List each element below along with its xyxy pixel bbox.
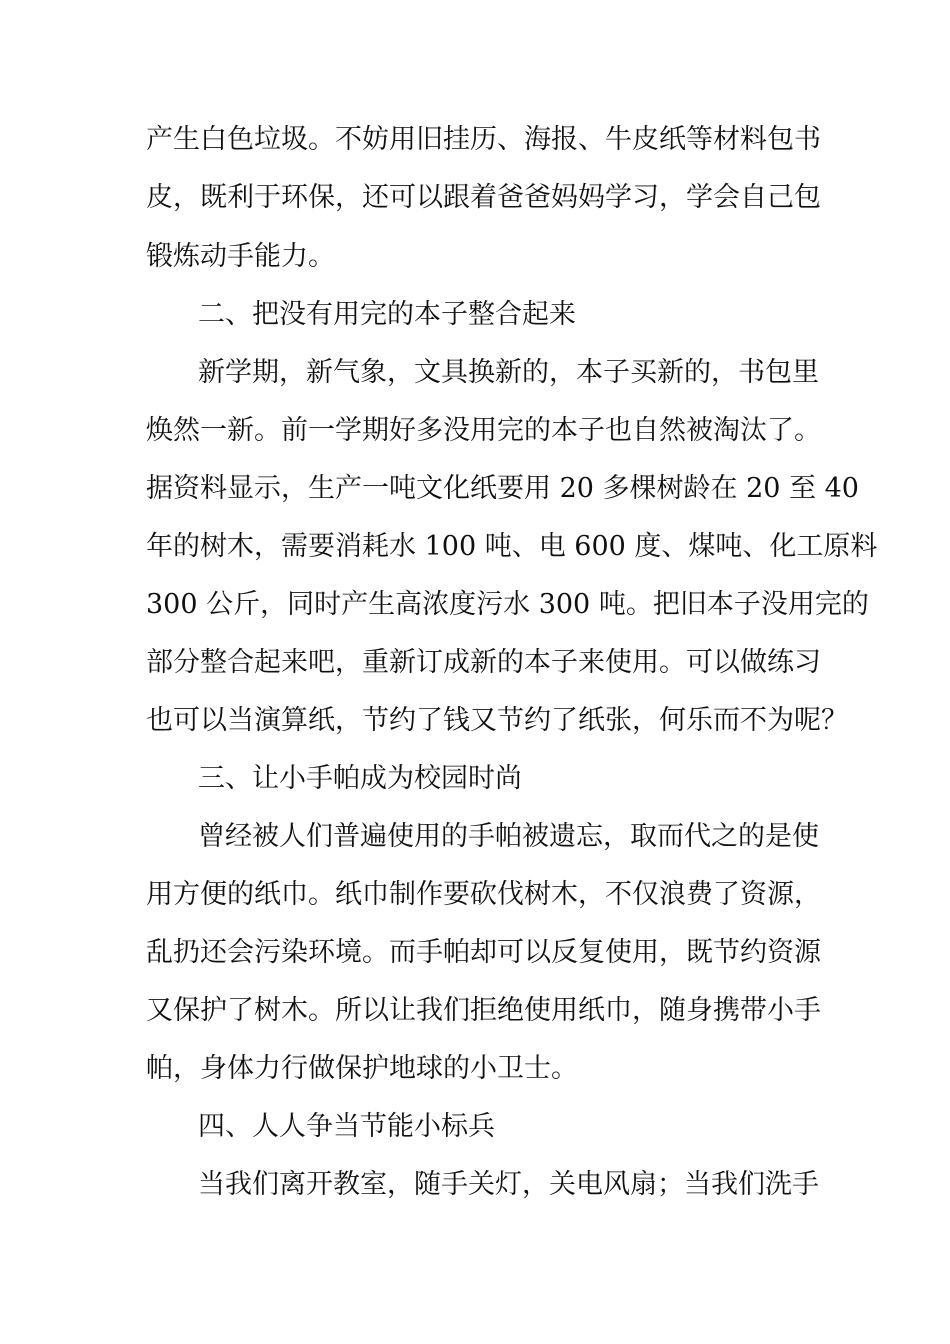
section-heading-4: 四、人人争当节能小标兵 bbox=[198, 1111, 495, 1142]
section-heading-2: 二、把没有用完的本子整合起来 bbox=[198, 299, 576, 330]
paragraph-line: 产生白色垃圾。不妨用旧挂历、海报、牛皮纸等材料包书 bbox=[146, 124, 821, 155]
paragraph-line: 锻炼动手能力。 bbox=[146, 241, 335, 272]
paragraph-line: 当我们离开教室，随手关灯，关电风扇；当我们洗手 bbox=[198, 1169, 819, 1200]
paragraph-line: 乱扔还会污染环境。而手帕却可以反复使用，既节约资源 bbox=[146, 937, 821, 968]
paragraph-line: 据资料显示，生产一吨文化纸要用 20 多棵树龄在 20 至 40 bbox=[146, 473, 859, 504]
paragraph-line: 又保护了树木。所以让我们拒绝使用纸巾，随身携带小手 bbox=[146, 995, 821, 1026]
paragraph-line: 部分整合起来吧，重新订成新的本子来使用。可以做练习 bbox=[146, 647, 821, 678]
paragraph-line: 也可以当演算纸，节约了钱又节约了纸张，何乐而不为呢？ bbox=[146, 705, 848, 736]
paragraph-line: 帕，身体力行做保护地球的小卫士。 bbox=[146, 1053, 578, 1084]
paragraph-line: 焕然一新。前一学期好多没用完的本子也自然被淘汰了。 bbox=[146, 415, 821, 446]
paragraph-line: 新学期，新气象，文具换新的，本子买新的，书包里 bbox=[198, 357, 819, 388]
paragraph-line: 用方便的纸巾。纸巾制作要砍伐树木，不仅浪费了资源， bbox=[146, 879, 821, 910]
section-heading-3: 三、让小手帕成为校园时尚 bbox=[198, 763, 522, 794]
paragraph-line: 300 公斤，同时产生高浓度污水 300 吨。把旧本子没用完的 bbox=[146, 589, 869, 620]
paragraph-line: 年的树木，需要消耗水 100 吨、电 600 度、煤吨、化工原料 bbox=[146, 531, 878, 562]
paragraph-line: 皮，既利于环保，还可以跟着爸爸妈妈学习，学会自己包 bbox=[146, 182, 821, 213]
paragraph-line: 曾经被人们普遍使用的手帕被遗忘，取而代之的是使 bbox=[198, 821, 819, 852]
